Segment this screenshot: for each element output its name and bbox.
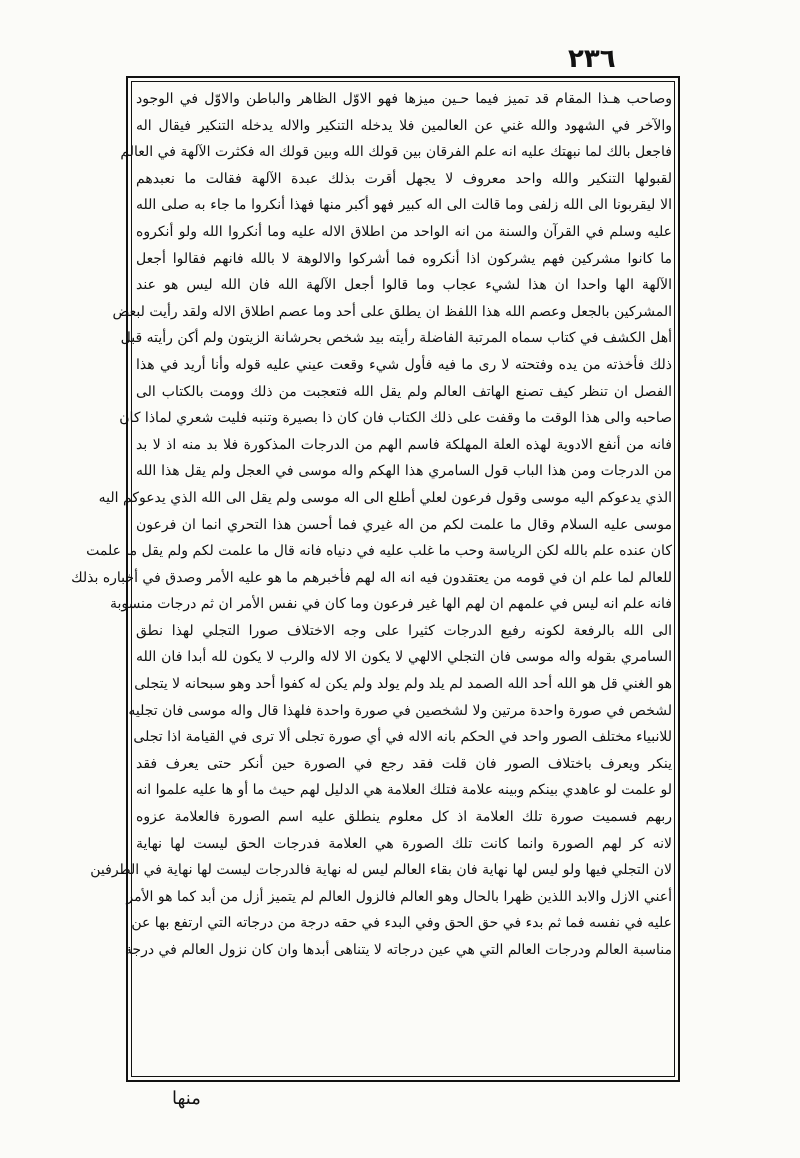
text-line: هو الغني قل هو الله أحد الله الصمد لم يلد ولم يولد ولم يكن له كفوا أحد وهو سبحانه لا يتجلى <box>134 676 672 693</box>
text-line: لقبولها التنكير والله واحد معروف لا يجهل أقرت بذلك عبدة الآلهة فقالت ما نعبدهم <box>136 170 672 187</box>
text-line: للانبياء مختلف الصور واحد في الحكم بانه الاله في أي صورة تجلى ألا ترى في القيامة اذا تجلى <box>133 729 672 746</box>
page-number: ٢٣٦ <box>568 44 616 74</box>
text-line: الى الله بالرفعة لكونه رفيع الدرجات كثيرا على وجه الاختلاف صورا التجلي لهذا نطق <box>136 622 672 639</box>
text-line: صاحبه والى هذا الوقت ما وقفت على ذلك الكتاب فان كان ذا بصيرة وتنبه فليت شعري لماذا كان <box>119 410 672 427</box>
text-line: الآلهة الها واحدا ان هذا لشيء عجاب وما قالوا أجعل الآلهة الله فان الله ليس هو عند <box>136 277 672 294</box>
catchword: منها <box>172 1088 201 1109</box>
text-line: لشخص في صورة واحدة مرتين ولا لشخصين في صورة واحدة فلهذا قال واله موسى فان تجليه <box>128 702 672 719</box>
text-line: عليه وسلم في القرآن والسنة من انه الواحد من اطلاق الاله عليه وما أنكروا الله ولو أنكروه <box>136 223 672 240</box>
text-line: الفصل ان تنظر كيف تصنع الهاتف العالم ولم يقل الله فتعجبت من ذلك وومت بالكتاب الى <box>136 383 672 400</box>
text-line: الا ليقربونا الى الله زلفى وما قالت الى اله كبير فهو أكبر منها فهذا أنكروا ما جاء به صلى الله <box>136 197 672 214</box>
text-line: كان عنده علم بالله لكن الرياسة وحب ما غلب عليه في دنياه فانه قال ما علمت لكم ولم يقل ما علمت <box>86 543 672 560</box>
text-line: ذلك فأخذته من يده وفتحته لا رى ما فيه فأول شيء وقعت عيني عليه قوله وأنا أريد في هذا <box>136 356 672 373</box>
text-line: الذي يدعوكم اليه موسى وقول فرعون لعلي أطلع الى اله موسى ولم يقل الى الله الذي يدعوكم اليه <box>98 489 672 506</box>
text-line: فاجعل بالك لما نبهتك عليه انه علم الفرقان بين قولك الله وبين قولك اله فكثرت الآلهة في العالم <box>120 144 672 161</box>
text-line: ينكر ويعرف باختلاف الصور فان قلت فقد رجع في الصورة حين أنكر حتى يعرف فقد <box>136 755 672 772</box>
text-line: أعني الازل والابد اللذين ظهرا بالحال وهو العالم فالزول العالم لم يتميز أزل من أبد كما هو الأمر <box>126 888 672 905</box>
text-line: وصاحب هـذا المقام قد تميز فيما حـين ميزها فهو الاوّل الظاهر والباطن والاوّل في الوجود <box>136 91 672 107</box>
text-line: أهل الكشف في كتاب سماه المرتبة الفاضلة رأيته بيد شخص بحرشانة الزيتون ولم أكن رأيته قبل <box>120 330 672 347</box>
text-line: لو علمت لو عاهدي بينكم وبينه علامة فتلك العلامة هي الدليل لهم حيث ما أو ها عليه علموا انه <box>135 782 672 799</box>
text-line: ربهم فسميت صورة تلك العلامة اذ كل معلوم ينطلق عليه اسم الصورة فالعلامة عزوه <box>136 809 672 826</box>
text-line: فانه من أنفع الادوية لهذه العلة المهلكة فاسم الهم من الدرجات المذكورة فلا بد منه اذ لا بد <box>136 436 672 453</box>
text-line: فانه علم انه ليس في علمهم ان لهم الها غير فرعون وما كان في نفس الأمر ان ثم درجات منسوبة <box>109 596 672 613</box>
text-line: السامري بقوله واله موسى فان التجلي الالهي لا يكون الا لاله والرب لا يكون لله أبدا فان الله <box>136 649 672 666</box>
text-body <box>71 86 672 1074</box>
text-line: لانه كر لهم الصورة وانما كانت تلك الصورة هي العلامة فدرجات الحق ليست لها نهاية <box>136 835 672 852</box>
text-line: للعالم لما علم ان في قومه من يعتقدون فيه انه اله لهم فأخبرهم ما هو عليه الأمر وصدق في أخباره بذلك <box>71 569 672 586</box>
text-line: لان التجلي فيها ولو ليس لها نهاية فان بقاء العالم ليس له نهاية فالدرجات ليست لها نهاية في الطرفين <box>90 862 672 879</box>
text-line: والآخر في الشهود والله غني عن العالمين فلا يدخله التنكير والاله يدخله التنكير فيقال اله <box>136 117 672 134</box>
text-line: من الدرجات ومن هذا الباب قول السامري هذا الهكم واله موسى في العجل ولم يقل هذا الله <box>136 463 672 480</box>
text-line: المشركين بالجعل وعصم الله هذا اللفظ ان يطلق على أحد وما عصم اطلاق الاله ولقد رأيت لبعض <box>112 303 672 320</box>
text-line: ما كانوا مشركين فهم يشركون اذا أنكروه فما أشركوا والالوهة لا بالله فانهم فقالوا أجعل <box>136 250 672 267</box>
text-line: مناسبة العالم ودرجات العالم التي هي عين درجاته لا يتناهى أبدها وان كان نزول العالم في درجة <box>124 942 672 958</box>
text-line: عليه في نفسه فما ثم بدء في حق الحق وفي البدء في حقه درجة من درجاته التي ارتفع بها عن <box>131 915 672 932</box>
text-line: موسى عليه السلام وقال ما علمت لكم من اله غيري فما أحسن هذا التحري انما ان فرعون <box>136 516 672 533</box>
